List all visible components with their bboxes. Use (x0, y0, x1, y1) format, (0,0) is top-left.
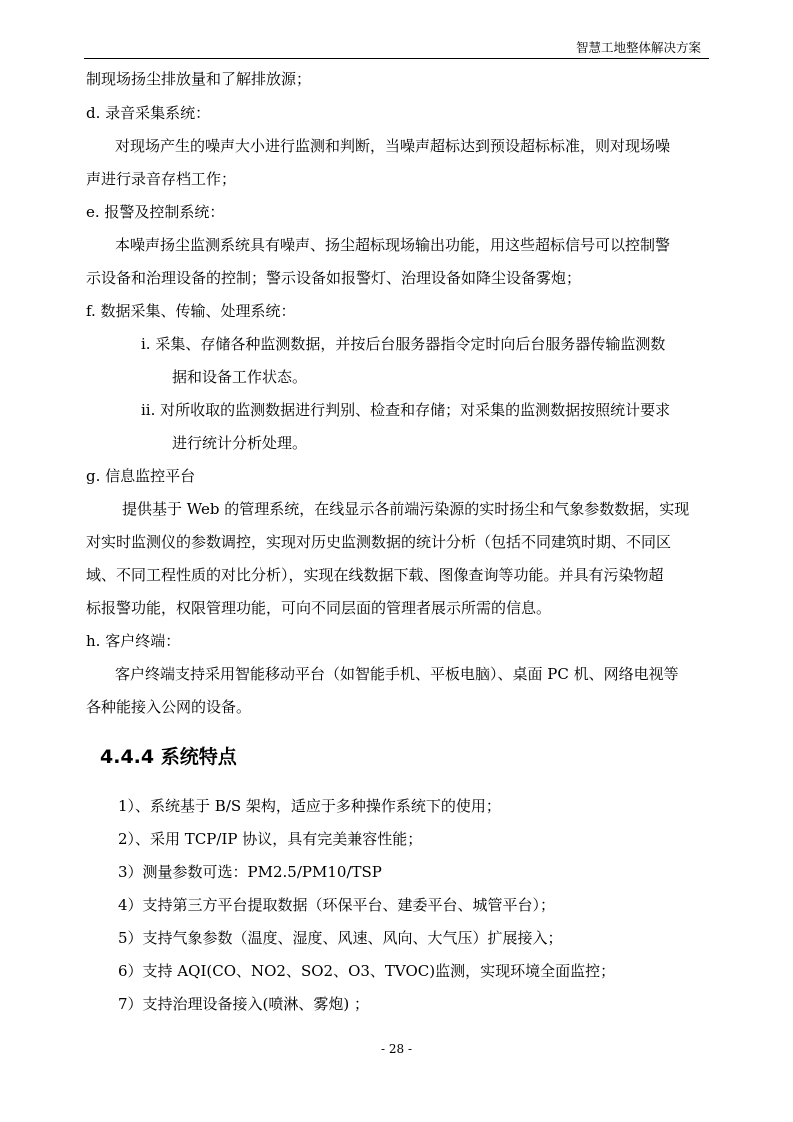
running-header: 智慧工地整体解决方案 (575, 40, 701, 55)
item-g-text-line-3: 域、不同工程性质的对比分析），实现在线数据下载、图像查询等功能。并具有污染物超 (86, 566, 664, 584)
item-e-text-line-2: 示设备和治理设备的控制；警示设备如报警灯、治理设备如降尘设备雾炮； (86, 269, 582, 287)
feature-item: 3）测量参数可选：PM2.5/PM10/TSP (118, 863, 382, 881)
item-g-label: g. 信息监控平台 (86, 467, 196, 485)
item-d-label: d. 录音采集系统： (86, 104, 211, 122)
item-f-i-line-1: i. 采集、存储各种监测数据，并按后台服务器指令定时向后台服务器传输监测数 (141, 335, 666, 353)
feature-item: 1）、系统基于 B/S 架构，适应于多种操作系统下的使用； (118, 797, 501, 815)
item-f-label: f. 数据采集、传输、处理系统： (86, 302, 296, 320)
item-h-text-line-2: 各种能接入公网的设备。 (86, 698, 252, 716)
item-d-text-line-2: 声进行录音存档工作； (86, 170, 237, 188)
item-g-text-line-1: 提供基于 Web 的管理系统，在线显示各前端污染源的实时扬尘和气象参数数据，实现 (122, 500, 690, 518)
feature-item: 4）支持第三方平台提取数据（环保平台、建委平台、城管平台）； (118, 896, 556, 914)
paragraph-continuation: 制现场扬尘排放量和了解排放源； (86, 70, 312, 88)
item-e-label: e. 报警及控制系统： (86, 203, 225, 221)
page-number: - 28 - (380, 1042, 412, 1056)
header-divider (84, 58, 709, 59)
item-d-text-line-1: 对现场产生的噪声大小进行监测和判断，当噪声超标达到预设超标标准，则对现场噪 (115, 137, 671, 155)
feature-item: 6）支持 AQI(CO、NO2、SO2、O3、TVOC)监测，实现环境全面监控； (118, 962, 616, 980)
feature-item: 5）支持气象参数（温度、湿度、风速、风向、大气压）扩展接入； (118, 929, 563, 947)
feature-item: 2）、采用 TCP/IP 协议，具有完美兼容性能； (118, 830, 423, 848)
item-h-text-line-1: 客户终端支持采用智能移动平台（如智能手机、平板电脑）、桌面 PC 机、网络电视等 (115, 665, 679, 683)
item-e-text-line-1: 本噪声扬尘监测系统具有噪声、扬尘超标现场输出功能，用这些超标信号可以控制警 (115, 236, 671, 254)
item-f-ii-line-1: ii. 对所收取的监测数据进行判别、检查和存储；对采集的监测数据按照统计要求 (141, 401, 671, 419)
section-heading: 4.4.4 系统特点 (100, 746, 237, 768)
item-f-ii-line-2: 进行统计分析处理。 (172, 434, 308, 452)
item-g-text-line-2: 对实时监测仪的参数调控，实现对历史监测数据的统计分析（包括不同建筑时期、不同区 (86, 533, 672, 551)
feature-item: 7）支持治理设备接入(喷淋、雾炮) ； (118, 995, 370, 1013)
item-f-i-line-2: 据和设备工作状态。 (172, 368, 308, 386)
item-h-label: h. 客户终端： (86, 632, 181, 650)
item-g-text-line-4: 标报警功能，权限管理功能，可向不同层面的管理者展示所需的信息。 (86, 599, 552, 617)
